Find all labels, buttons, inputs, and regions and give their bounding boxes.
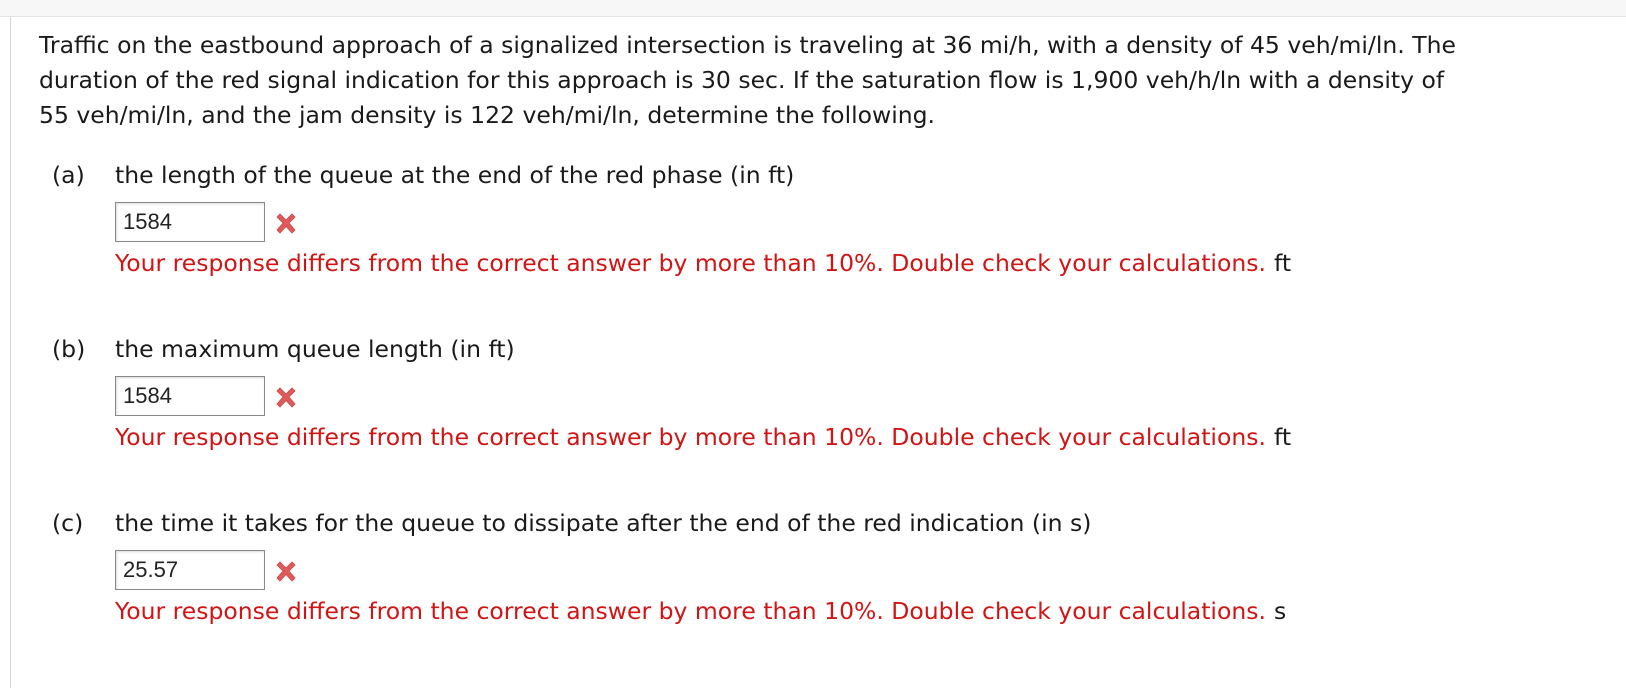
part-c-feedback-message: Your response differs from the correct answer by more than 10%. Double check your calculations.: [115, 597, 1266, 625]
x-mark-icon: [273, 385, 299, 411]
part-c-answer-row: [115, 550, 515, 590]
part-a-question: [39, 160, 1619, 190]
problem-line-1: Traffic on the eastbound approach of a signalized intersection is traveling at 36 mi/h, with a density of 45 veh/mi/ln. The: [39, 31, 1456, 59]
part-c-feedback: [115, 596, 1286, 626]
problem-line-3: 55 veh/mi/ln, and the jam density is 122 veh/mi/ln, determine the following.: [39, 101, 936, 129]
part-c-question-text: the time it takes for the queue to dissipate after the end of the red indication (in s): [115, 509, 1092, 537]
part-c-unit: s: [1273, 597, 1287, 625]
part-c-letter: (c): [52, 509, 84, 537]
part-a-feedback: [115, 248, 1291, 278]
part-b-question-text: the maximum queue length (in ft): [115, 335, 515, 363]
left-border: [10, 17, 11, 688]
x-mark-icon: [273, 559, 299, 585]
part-c-answer-input[interactable]: [115, 550, 265, 590]
part-a-answer-row: [115, 202, 515, 242]
top-toolbar-strip: [0, 0, 1626, 17]
part-c-question: [39, 508, 1619, 538]
part-a-letter: (a): [52, 161, 85, 189]
part-a-unit: ft: [1273, 249, 1292, 277]
problem-statement: [39, 28, 1619, 133]
part-b-feedback-message: Your response differs from the correct answer by more than 10%. Double check your calculations.: [115, 423, 1266, 451]
question-content: [39, 28, 1619, 625]
problem-line-2: duration of the red signal indication for this approach is 30 sec. If the saturation flow is 1,900 veh/h/ln with a density of: [39, 66, 1445, 94]
part-a: [39, 160, 1619, 277]
part-b-question: [39, 334, 1619, 364]
part-b-letter: (b): [52, 335, 86, 363]
part-b-answer-row: [115, 376, 515, 416]
part-b: [39, 334, 1619, 451]
part-b-feedback: [115, 422, 1291, 452]
part-a-answer-input[interactable]: [115, 202, 265, 242]
part-a-question-text: the length of the queue at the end of the red phase (in ft): [115, 161, 795, 189]
part-b-answer-input[interactable]: [115, 376, 265, 416]
part-a-feedback-message: Your response differs from the correct answer by more than 10%. Double check your calculations.: [115, 249, 1266, 277]
part-c: [39, 508, 1619, 625]
x-mark-icon: [273, 211, 299, 237]
part-b-unit: ft: [1273, 423, 1292, 451]
